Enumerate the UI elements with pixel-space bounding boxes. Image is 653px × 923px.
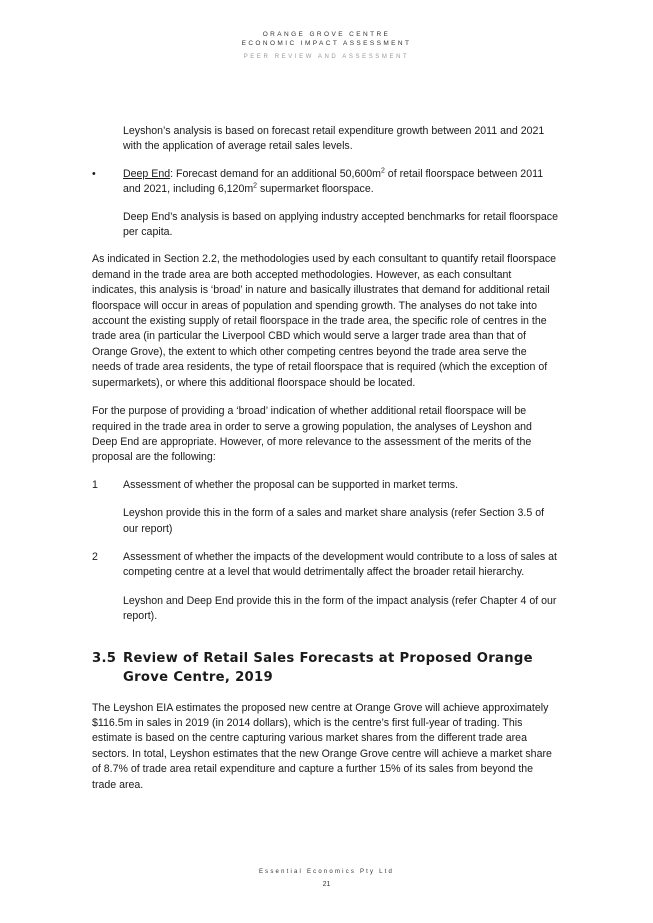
deep-end-bullet-text: [123, 167, 558, 198]
section-heading: [92, 649, 558, 687]
deep-end-basis-paragraph: Deep End’s analysis is based on applying industry accepted benchmarks for retail floorspace per capita.: [123, 210, 558, 239]
item-2-number: 2: [92, 550, 98, 563]
item-1-note: Leyshon provide this in the form of a sales and market share analysis (refer Section 3.5 of our report): [123, 507, 545, 535]
section-title: Review of Retail Sales Forecasts at Proposed Orange Grove Centre, 2019: [123, 650, 533, 685]
header-title-line1: ORANGE GROVE CENTRE: [262, 31, 391, 38]
superscript-2: 2: [253, 182, 258, 190]
deep-end-text-c: supermarket floorspace.: [257, 183, 374, 196]
header-subtitle: PEER REVIEW AND ASSESSMENT: [243, 54, 410, 60]
section-number: 3.5: [92, 650, 117, 666]
item-1-text: Assessment of whether the proposal can be supported in market terms.: [123, 478, 459, 491]
forecast-paragraph: The Leyshon EIA estimates the proposed new centre at Orange Grove will achieve approximately $116.5m in sales in 2019 (in 2014 dollars), which is the centre’s first full-year of trading. This estimate is based on the centre capturing various market shares from the different trade area sectors. In total, Leyshon estimates that the new Orange Grove centre will achieve a market share of 8.7% of trade area retail expenditure and capture a further 15% of its sales from beyond the trade area.: [92, 701, 552, 791]
numbered-item-2: [92, 550, 558, 581]
footer-company: Essential Economics Pty Ltd: [258, 869, 395, 875]
header-title-line2: ECONOMIC IMPACT ASSESSMENT: [241, 40, 412, 47]
item-2-text: Assessment of whether the impacts of the development would contribute to a loss of sales at competing centre at a level that would detrimentally affect the broader retail hierarchy.: [123, 550, 557, 579]
item-1-number: 1: [92, 478, 98, 491]
page-header: [0, 30, 653, 60]
bullet-icon: •: [92, 167, 96, 180]
purpose-paragraph: For the purpose of providing a ‘broad’ indication of whether additional retail floorspace will be required in the trade area in order to serve a growing population, the analyses of Leyshon and Deep End are appropriate. However, of more relevance to the assessment of the merits of the proposal are the following:: [92, 405, 532, 464]
deep-end-text-b: of retail floorspace between 2011 and 2021, including 6,120m: [123, 167, 544, 196]
numbered-item-1: [92, 478, 558, 493]
methodologies-paragraph: As indicated in Section 2.2, the methodologies used by each consultant to quantify retail floorspace demand in the trade area are both accepted methodologies. However, as each consultant indicates, this analysis is ‘broad’ in nature and basically illustrates that demand for additional retail floorspace will occur in areas of population and spending growth. The analyses do not take into account the existing supply of retail floorspace in the trade area, the specific role of centres in the trade area (in particular the Liverpool CBD which would serve a larger trade area than that of Orange Grove), the extent to which other competing centres beyond the trade area serve the needs of trade area residents, the type of retail floorspace that is required (which the exception of supermarkets), or where this additional floorspace should be located.: [92, 253, 557, 389]
deep-end-text-a: : Forecast demand for an additional 50,600m: [170, 167, 381, 180]
superscript-1: 2: [380, 167, 385, 175]
deep-end-bullet: [92, 167, 558, 198]
page-number: 21: [322, 881, 331, 888]
page-content: [92, 124, 558, 793]
leyshon-basis-paragraph: Leyshon’s analysis is based on forecast retail expenditure growth between 2011 and 2021 with the application of average retail sales levels.: [123, 125, 545, 153]
page-footer: [0, 869, 653, 888]
deep-end-label: Deep End: [123, 167, 171, 180]
item-2-note: Leyshon and Deep End provide this in the form of the impact analysis (refer Chapter 4 of our report).: [123, 594, 557, 623]
